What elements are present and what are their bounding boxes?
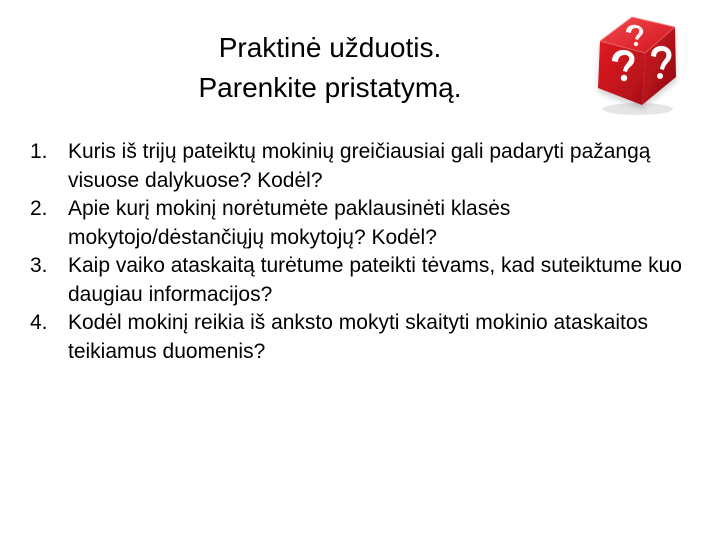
question-number: 1. [30,140,48,163]
question-text: Kuris iš trijų pateiktų mokinių greičiausiai gali padaryti pažangą visuose dalykuose? Kodėl? [68,140,651,192]
slide-title [150,28,510,108]
question-dot-left-icon [621,75,627,81]
question-item [30,138,692,195]
question-dot-top-icon [634,42,638,46]
question-text: Apie kurį mokinį norėtumėte paklausinėti klasės mokytojo/dėstančiųjų mokytojų? Kodėl? [68,197,511,249]
question-dice-image [578,4,696,122]
question-list [30,138,692,366]
red-question-dice-icon [578,4,696,122]
title-line-2: Parenkite pristatymą. [198,72,462,103]
question-item [30,309,692,366]
dice-shadow [603,103,673,115]
question-text: Kaip vaiko ataskaitą turėtume pateikti tėvams, kad suteiktume kuo daugiau informacijos? [68,254,682,306]
question-text: Kodėl mokinį reikia iš anksto mokyti skaityti mokinio ataskaitos teikiamus duomenis? [68,311,649,363]
question-number: 4. [30,311,48,334]
question-item [30,252,692,309]
question-number: 2. [30,197,48,220]
question-number: 3. [30,254,48,277]
title-line-1: Praktinė užduotis. [218,32,442,63]
question-item [30,195,692,252]
question-dot-right-icon [657,73,663,79]
